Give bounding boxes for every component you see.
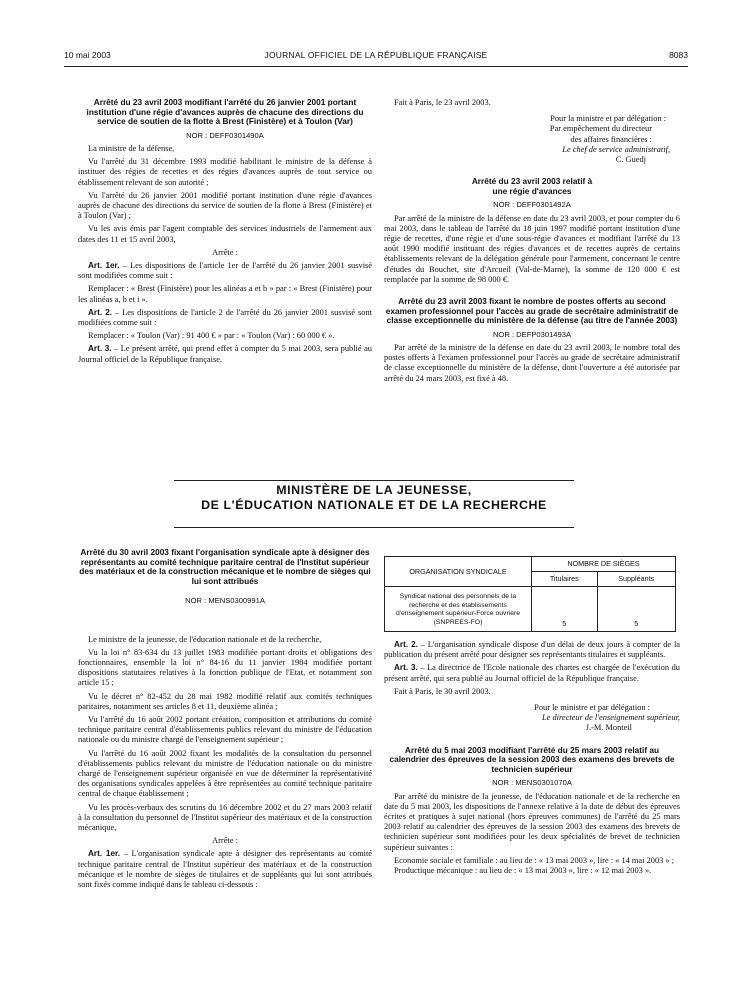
arrete-heading: Arrête : <box>212 836 238 846</box>
article-title: Arrêté du 5 mai 2003 modifiant l'arrêté du 25 mars 2003 relatif au calendrier des épreuves de la session 2003 des examens des brevets de technicien supérieur <box>389 744 675 774</box>
signature-title-text: Le chef de service administratif, <box>562 144 670 154</box>
article-title: Arrêté du 30 avril 2003 fixant l'organisation syndicale apte à désigner des représentants au comité technique paritaire central de l'Institut supérieur des matériaux et de la construction mécanique et le nombre de sièges qui lui sont attribués <box>79 547 371 586</box>
signature-title-text: Le directeur de l'enseignement supérieur, <box>541 713 680 723</box>
article-text: – L'organisation syndicale apte à désigner des représentants au comité technique paritaire central de l'Institut supérieur des matériaux et de la construction mécanique et le nombre de sièges de titulaires et de suppléants qui lui sont attribués sont fixés comme indiqué dans le tableau ci-dessous : <box>78 849 372 890</box>
banner-top-rule <box>174 480 574 481</box>
article-1 <box>78 849 372 890</box>
article-label: Art. 1er. <box>88 849 121 859</box>
header-journal-title: JOURNAL OFFICIEL DE LA RÉPUBLIQUE FRANÇAISE <box>264 50 488 60</box>
nor-reference: NOR : DEFP0301493A <box>492 329 572 339</box>
signature-title <box>384 713 680 723</box>
article-2 <box>78 308 372 328</box>
paragraph: Par arrêté de la ministre de la défense en date du 23 avril 2003, et pour compter du 6 mai 2003, dans le tableau de l'arrêté du 18 juin 1997 modifié portant institution d'une régie de recettes, d'une régie et d'une sous-régie d'avances et modifiant l'arrêté du 13 août 1990 modifié instituant des régies d'avances et de recettes auprès de certains établissements relevant de la délégation générale pour l'armement, concernant le centre d'études du Bouchet, site d'Arcueil (Val-de-Marne), la somme de 120 000 € est remplacée par la somme de 98 000 €. <box>384 213 680 284</box>
paragraph: Vu l'arrêté du 16 août 2002 portant création, composition et attributions du comité technique paritaire central d'établissements publics relevant du ministre de l'éducation nationale ou du ministre chargé de l'enseignement supérieur ; <box>78 715 372 745</box>
table-cell-organisation: Syndicat national des personnels de la recherche et des établissements d'enseignement supérieur-Force ouvrière (SNPREES-FO) <box>385 587 532 632</box>
paragraph: Vu la loi n° 83-634 du 13 juillet 1983 modifiée portant droits et obligations des fonctionnaires, ensemble la loi n° 84-16 du 11 janvier 1984 modifiée portant dispositions statutaires relatives à la fonction publique de l'Etat, et notamment son article 15 ; <box>78 647 372 688</box>
article-text: – Le présent arrêté, qui prend effet à compter du 5 mai 2003, sera publié au Journal officiel de la République française. <box>78 344 372 364</box>
signatory: J.-M. Monteil <box>585 723 632 733</box>
paragraph: Vu l'arrêté du 16 août 2002 fixant les modalités de la consultation du personnel d'établissements publics relevant du ministre de l'éducation nationale ou du ministre chargé de l'enseignement supérieur organisée en vue de déterminer la représentativité des organisations syndicales appelées à être représentées au comité technique paritaire central de chaque établissement ; <box>78 748 372 799</box>
paragraph: Le ministre de la jeunesse, de l'éducation nationale et de la recherche, <box>88 634 322 644</box>
article-text: – L'organisation syndicale dispose d'un délai de deux jours à compter de la publication du présent arrêté pour désigner ses représentants titulaires et suppléants. <box>384 640 680 660</box>
paragraph: Productique mécanique : au lieu de : « 13 mai 2003 », lire : « 12 mai 2003 ». <box>394 866 652 876</box>
ministry-banner <box>174 483 574 513</box>
paragraph: Vu les avis émis par l'agent comptable des services industriels de l'armement aux dates des 11 et 15 avril 2003, <box>78 224 372 244</box>
signature-line: Pour le ministre et par délégation : <box>534 703 650 713</box>
article-3 <box>384 663 680 683</box>
table-cell-titulaires: 5 <box>532 587 598 632</box>
signature-line: Par empêchement du directeur <box>549 124 652 134</box>
nor-reference: NOR : MENS0300991A <box>185 596 265 606</box>
article-title: Arrêté du 23 avril 2003 relatif à une régie d'avances <box>471 176 593 196</box>
article-label: Art. 2. <box>88 307 113 317</box>
seats-table <box>384 556 676 632</box>
header-page-number: 8083 <box>669 50 688 60</box>
article-label: Art. 2. <box>394 640 418 650</box>
paragraph: Vu les procès-verbaux des scrutins du 16 décembre 2002 et du 27 mars 2003 relatif à la consultation du personnel de l'Institut supérieur des matériaux et de la construction mécanique, <box>78 802 372 833</box>
table-cell-suppleants: 5 <box>597 587 675 632</box>
article-label: Art. 1er. <box>88 261 120 271</box>
header-date: 10 mai 2003 <box>64 50 111 60</box>
article-title: Arrêté du 23 avril 2003 modifiant l'arrêté du 26 janvier 2001 portant institution d'une régie d'avances auprès de chacune des directions du service de soutien de la flotte à Brest (Finistère) et à Toulon (Var) <box>86 97 364 127</box>
article-label: Art. 3. <box>88 344 112 354</box>
paragraph: Vu l'arrêté du 31 décembre 1993 modifié habilitant le ministre de la défense à instituer des régies de recettes et des régies d'avances auprès de tout service ou établissement relevant de son autorité ; <box>78 157 372 187</box>
article-text: – Les dispositions de l'article 2 de l'arrêté du 26 janvier 2001 susvisé sont modifiées comme suit : <box>78 307 372 328</box>
article-2 <box>384 640 680 660</box>
banner-line-2: DE L'ÉDUCATION NATIONALE ET DE LA RECHERCHE <box>201 498 547 512</box>
right-bottom-column <box>384 552 680 876</box>
signature-line: Pour la ministre et par délégation : <box>550 114 666 124</box>
table-header-seats: NOMBRE DE SIÈGES <box>532 557 676 572</box>
article-3 <box>78 344 372 364</box>
nor-reference: NOR : MENS0301070A <box>492 778 572 788</box>
arrete-heading: Arrête : <box>212 247 238 257</box>
article-1 <box>78 261 372 281</box>
article-title: Arrêté du 23 avril 2003 fixant le nombre de postes offerts au second examen professionnel pour l'accès au grade de secrétaire administratif de classe exceptionnelle du ministère de la défense (au titre de l'année 2003) <box>385 296 679 326</box>
paragraph: Vu le décret n° 82-452 du 28 mai 1982 modifié relatif aux comités techniques paritaires, notamment ses articles 8 et 11, deuxième alinéa ; <box>78 691 372 711</box>
signatory: C. Guedj <box>615 155 646 165</box>
banner-line-1: MINISTÈRE DE LA JEUNESSE, <box>276 483 472 497</box>
banner-bottom-rule <box>174 527 574 528</box>
paragraph: Remplacer : « Brest (Finistère) pour les alinéas a et b » par : « Brest (Finistère) pour les alinéas a, b et i ». <box>78 284 372 304</box>
paragraph: La ministre de la défense, <box>88 143 175 153</box>
table-header-titulaires: Titulaires <box>532 572 598 587</box>
header-rule <box>64 66 688 67</box>
article-label: Art. 3. <box>394 663 418 673</box>
table-row <box>385 587 676 632</box>
paragraph: Remplacer : « Toulon (Var) : 91 400 € » par : « Toulon (Var) : 60 000 € ». <box>88 331 335 341</box>
table-header-organisation: ORGANISATION SYNDICALE <box>385 557 532 587</box>
left-bottom-column <box>78 548 372 893</box>
left-top-column <box>78 98 372 368</box>
signature-title <box>384 145 680 155</box>
paragraph: Vu l'arrêté du 26 janvier 2001 modifié portant institution d'une régie d'avances auprès de chacune des directions du service de soutien de la flotte à Brest (Finistère) et à Toulon (Var) ; <box>78 190 372 221</box>
signature-line: des affaires financières : <box>570 134 652 144</box>
article-text: – La directrice de l'Ecole nationale des chartes est chargée de l'exécution du présent arrêté, qui sera publié au Journal officiel de la République française. <box>384 663 680 683</box>
right-top-column <box>384 98 680 387</box>
paragraph: Par arrêté de la ministre de la défense en date du 23 avril 2003, le nombre total des postes offerts à l'examen professionnel pour l'accès au grade de secrétaire administratif de classe exceptionnelle du ministère de la défense, dont l'ouverture a été autorisée par arrêté du 24 mars 2003, est fixé à 48. <box>384 343 680 383</box>
table-header-suppleants: Suppléants <box>597 572 675 587</box>
article-text: – Les dispositions de l'article 1er de l'arrêté du 26 janvier 2001 susvisé sont modifiées comme suit : <box>78 261 372 281</box>
page-header <box>64 50 688 64</box>
paragraph: Par arrêté du ministre de la jeunesse, de l'éducation nationale et de la recherche en date du 5 mai 2003, les dispositions de l'annexe relative à la date de début des épreuves écrites et pratiques à sujet national (hors épreuves communes) de l'arrêté du 25 mars 2003 relatif au calendrier des épreuves de la session 2003 des examens des brevets de technicien supérieur sont modifiées pour les deux spécialités de brevet de technicien supérieur suivantes : <box>384 791 680 852</box>
paragraph: Economie sociale et familiale : au lieu de : « 13 mai 2003 », lire : « 14 mai 2003 » ; <box>394 855 675 865</box>
nor-reference: NOR : DEFF0301490A <box>186 130 264 140</box>
done-at: Fait à Paris, le 30 avril 2003. <box>394 686 491 696</box>
done-at: Fait à Paris, le 23 avril 2003. <box>394 98 491 107</box>
nor-reference: NOR : DEFF0301492A <box>493 200 571 210</box>
